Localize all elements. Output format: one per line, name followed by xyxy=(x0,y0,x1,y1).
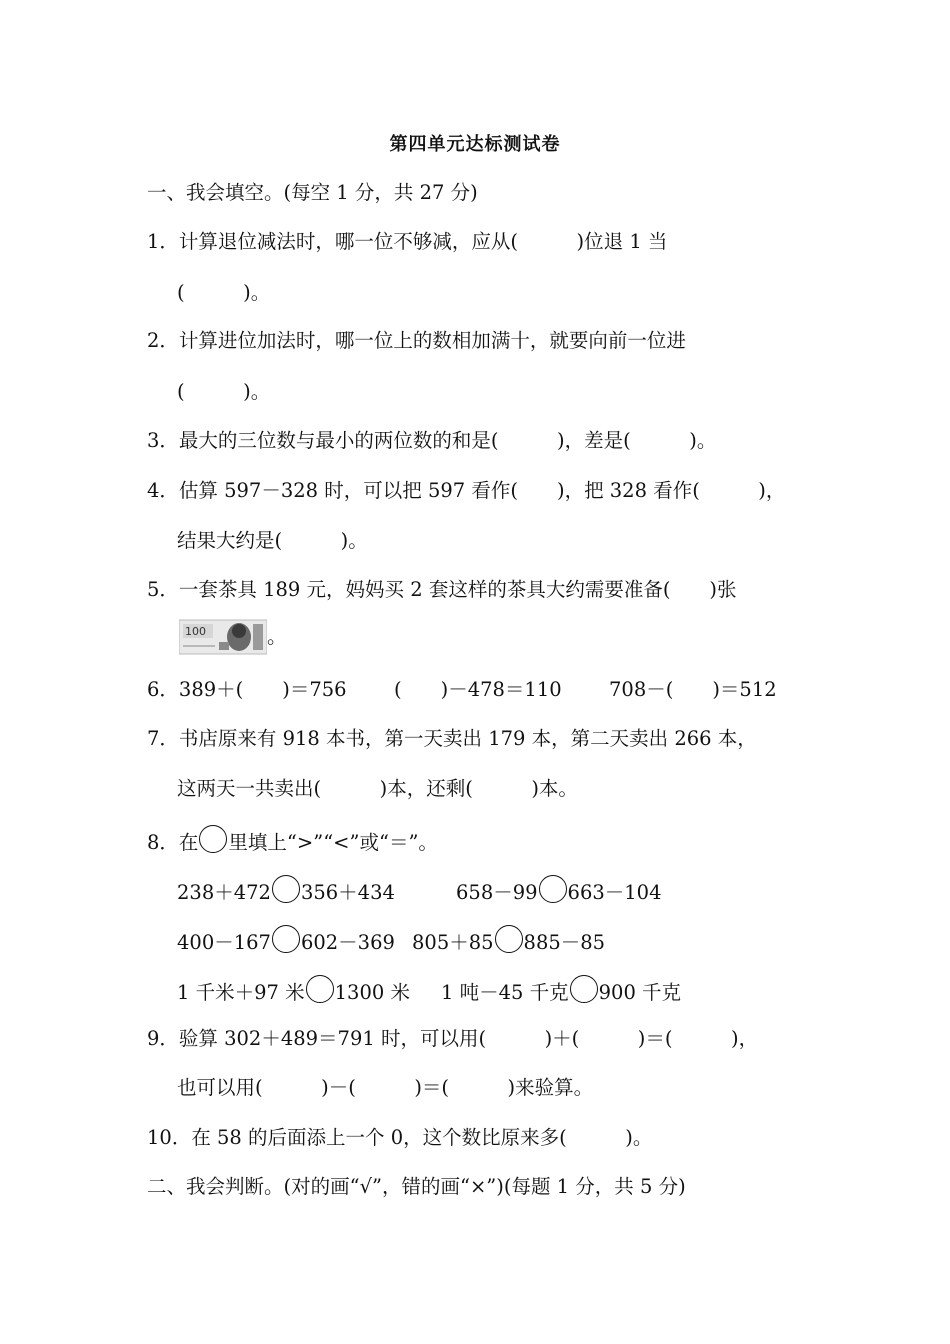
compare-circle-input[interactable] xyxy=(539,875,567,903)
question-4-line-1: 4．估算 597－328 时，可以把 597 看作( )，把 328 看作( )， xyxy=(147,479,786,502)
compare-right-expr: 602－369 xyxy=(300,931,395,954)
compare-left-expr: 1 千米＋97 米 xyxy=(177,981,305,1004)
question-1-line-2: ( )。 xyxy=(177,281,271,304)
question-2-line-2: ( )。 xyxy=(177,380,271,403)
question-6-expression-c: 708－( )＝512 xyxy=(609,678,777,701)
question-7-line-1: 7．书店原来有 918 本书，第一天卖出 179 本，第二天卖出 266 本， xyxy=(147,727,757,750)
question-8-suffix: 里填上“>”“<”或“＝”。 xyxy=(228,831,438,854)
question-8-row-1-right xyxy=(456,880,662,906)
question-8-row-2-left xyxy=(177,930,395,956)
question-8-row-1-left xyxy=(177,880,395,906)
question-8-row-3-left xyxy=(177,980,410,1006)
question-6-expression-b: ( )－478＝110 xyxy=(394,678,562,701)
compare-right-expr: 900 千克 xyxy=(598,981,682,1004)
compare-left-expr: 1 吨－45 千克 xyxy=(441,981,569,1004)
compare-left-expr: 658－99 xyxy=(456,881,538,904)
question-5-period: 。 xyxy=(267,625,287,648)
compare-circle-input[interactable] xyxy=(495,925,523,953)
question-8-instruction xyxy=(147,830,438,856)
compare-right-expr: 885－85 xyxy=(523,931,606,954)
compare-left-expr: 400－167 xyxy=(177,931,271,954)
compare-left-expr: 805＋85 xyxy=(412,931,494,954)
question-8-row-2-right xyxy=(412,930,605,956)
compare-circle-input[interactable] xyxy=(272,875,300,903)
blank-circle-icon xyxy=(199,825,227,853)
question-10-line-1: 10．在 58 的后面添上一个 0，这个数比原来多( )。 xyxy=(147,1126,653,1149)
compare-right-expr: 663－104 xyxy=(567,881,662,904)
section-heading-fill-blank: 一、我会填空。(每空 1 分，共 27 分) xyxy=(147,181,478,204)
question-5-line-2 xyxy=(177,618,287,656)
question-6-expression-a: 6．389＋( )＝756 xyxy=(147,678,347,701)
compare-circle-input[interactable] xyxy=(570,975,598,1003)
page-title: 第四单元达标测试卷 xyxy=(389,134,561,155)
banknote-100-yuan-image xyxy=(179,618,267,656)
question-4-line-2: 结果大约是( )。 xyxy=(177,529,368,552)
compare-right-expr: 1300 米 xyxy=(334,981,410,1004)
question-2-line-1: 2．计算进位加法时，哪一位上的数相加满十，就要向前一位进 xyxy=(147,329,686,352)
question-8-prefix: 8．在 xyxy=(147,831,199,854)
question-9-line-1: 9．验算 302＋489＝791 时，可以用( )＋( )＝( )， xyxy=(147,1027,759,1050)
question-8-row-3-right xyxy=(441,980,681,1006)
question-1-line-1: 1．计算退位减法时，哪一位不够减，应从( )位退 1 当 xyxy=(147,230,668,253)
compare-left-expr: 238＋472 xyxy=(177,881,271,904)
compare-right-expr: 356＋434 xyxy=(300,881,395,904)
question-5-line-1: 5．一套茶具 189 元，妈妈买 2 套这样的茶具大约需要准备( )张 xyxy=(147,578,737,601)
banknote-denomination: 100 xyxy=(185,625,206,638)
compare-circle-input[interactable] xyxy=(306,975,334,1003)
question-3-line-1: 3．最大的三位数与最小的两位数的和是( )，差是( )。 xyxy=(147,429,717,452)
question-9-line-2: 也可以用( )－( )＝( )来验算。 xyxy=(177,1076,594,1099)
compare-circle-input[interactable] xyxy=(272,925,300,953)
section-heading-judge: 二、我会判断。(对的画“√”，错的画“×”)(每题 1 分，共 5 分) xyxy=(147,1175,686,1198)
question-7-line-2: 这两天一共卖出( )本，还剩( )本。 xyxy=(177,777,578,800)
